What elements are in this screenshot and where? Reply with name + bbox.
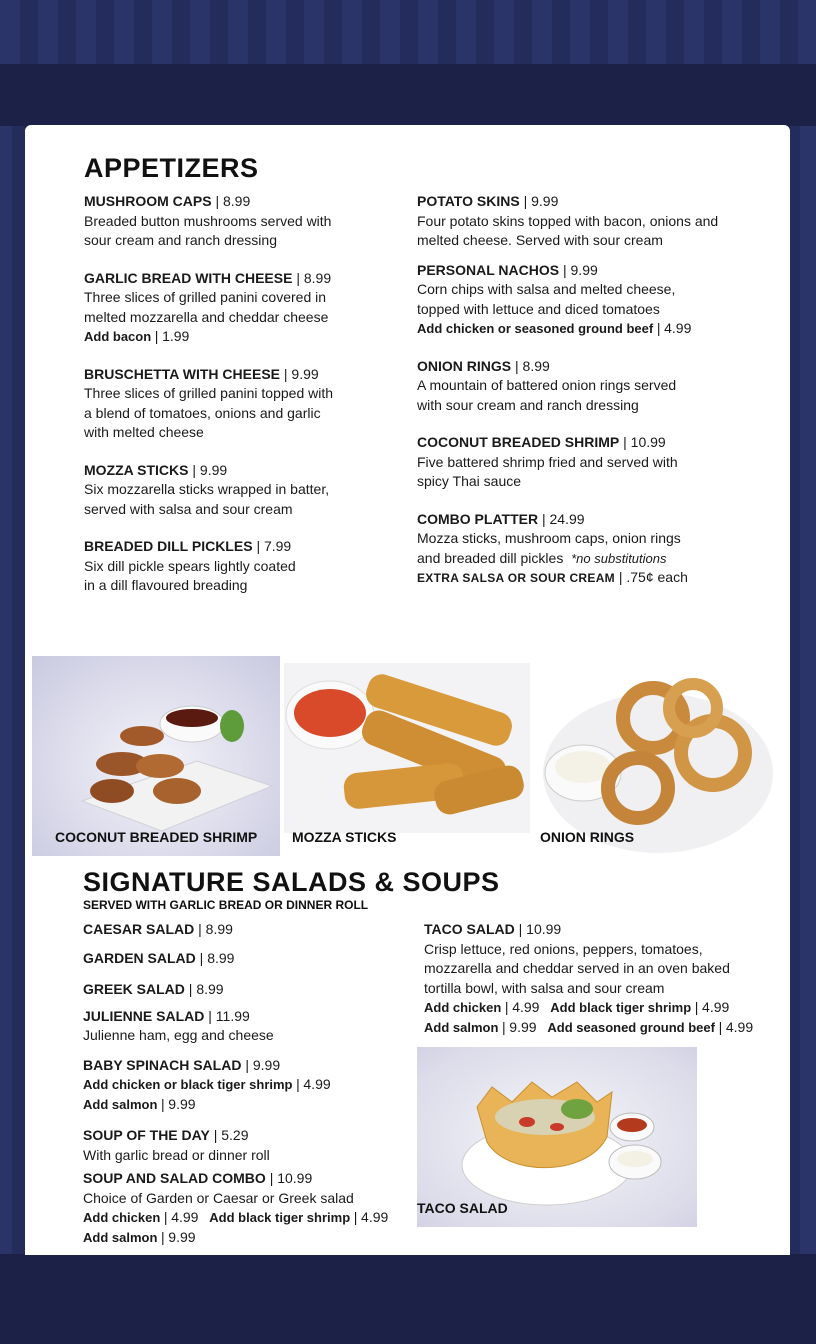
item-desc: Breaded button mushrooms served with [84, 212, 332, 229]
item-desc: served with salsa and sour cream [84, 500, 293, 517]
menu-item: BREADED DILL PICKLES | 7.99 Six dill pickle spears lightly coated in a dill flavoured breading [84, 537, 384, 596]
salads-right-column [424, 920, 774, 1037]
item-desc: spicy Thai sauce [417, 473, 522, 489]
footer-band [0, 1254, 816, 1344]
left-border [0, 126, 25, 1254]
item-desc: Four potato skins topped with bacon, onions and [417, 212, 719, 229]
item-addon: Add chicken | 4.99 Add black tiger shrimp | 4.99 [83, 1209, 389, 1225]
header-stripes [0, 0, 816, 64]
item-price: 10.99 [630, 434, 666, 450]
menu-item: MUSHROOM CAPS | 8.99 Breaded button mushrooms served with sour cream and ranch dressing [84, 192, 384, 251]
item-name: BRUSCHETTA WITH CHEESE [84, 365, 280, 382]
item-desc: a blend of tomatoes, onions and garlic [84, 404, 321, 421]
item-name: ONION RINGS [417, 357, 512, 374]
menu-item: POTATO SKINS | 9.99 Four potato skins topped with bacon, onions and melted cheese. Served with sour cream [417, 192, 757, 251]
item-name: MOZZA STICKS [84, 461, 189, 478]
item-desc: Three slices of grilled panini topped with [84, 385, 334, 401]
menu-item: SOUP OF THE DAY | 5.29 With garlic bread or dinner roll [83, 1127, 270, 1163]
item-desc: melted cheese. Served with sour cream [417, 232, 663, 248]
menu-item: GARDEN SALAD | 8.99 [83, 949, 235, 966]
item-price: 9.99 [291, 365, 319, 382]
item-desc: Three slices of grilled panini covered in [84, 289, 327, 305]
menu-item: GARLIC BREAD WITH CHEESE | 8.99 Three slices of grilled panini covered in melted mozzarella and cheddar cheese Add bacon | 1.99 [84, 269, 384, 347]
item-name: MUSHROOM CAPS [84, 193, 212, 209]
item-price: 8.99 [522, 357, 550, 374]
item-desc: Six dill pickle spears lightly coated [84, 557, 296, 574]
item-addon: Add salmon | 9.99 Add seasoned ground beef | 4.99 [424, 1018, 754, 1035]
item-name: PERSONAL NACHOS [417, 261, 560, 278]
item-price: 8.99 [222, 193, 251, 209]
menu-item: ONION RINGS | 8.99 A mountain of battered onion rings served with sour cream and ranch dressing [417, 357, 757, 416]
item-desc: Corn chips with salsa and melted cheese, [417, 281, 676, 297]
item-desc: sour cream and ranch dressing [84, 232, 277, 248]
item-price: 24.99 [549, 510, 585, 527]
item-price: 9.99 [199, 461, 228, 478]
item-desc: Five battered shrimp fried and served with [417, 453, 678, 470]
item-desc: with melted cheese [84, 424, 204, 440]
item-addon: Add chicken or black tiger shrimp | 4.99 [83, 1076, 331, 1092]
menu-item: JULIENNE SALAD | 11.99 Julienne ham, egg and cheese [83, 1007, 274, 1043]
mozza-sticks-photo [284, 663, 530, 833]
item-desc: in a dill flavoured breading [84, 577, 248, 593]
item-name: POTATO SKINS [417, 193, 520, 209]
menu-item: SOUP AND SALAD COMBO | 10.99 Choice of Garden or Caesar or Greek salad Add chicken | 4.99 Add black tiger shrimp | 4.99 Add salmon | 9.99 [83, 1169, 403, 1247]
menu-item: GREEK SALAD | 8.99 [83, 981, 224, 997]
menu-item: COMBO PLATTER | 24.99 Mozza sticks, mushroom caps, onion rings and breaded dill pickles *no substitutions EXTRA SALSA OR SOUR CREAM | .75¢ each [417, 510, 757, 589]
item-addon: Add salmon | 9.99 [83, 1228, 196, 1245]
appetizers-left-column [84, 192, 384, 614]
appetizers-title: APPETIZERS [84, 153, 259, 183]
menu-item: TACO SALAD | 10.99 Crisp lettuce, red onions, peppers, tomatoes, mozzarella and cheddar served in an oven baked tortilla bowl, with salsa and sour cream Add chicken | 4.99 Add black tiger shrimp | 4.99 Add salmon | 9.99 Add seasoned ground beef | 4.99 [424, 920, 774, 1037]
item-addon: Add salmon | 9.99 [83, 1095, 196, 1112]
item-desc: Six mozzarella sticks wrapped in batter, [84, 481, 330, 497]
onion-photo-label: ONION RINGS [540, 829, 635, 845]
item-addon: Add chicken | 4.99 Add black tiger shrimp | 4.99 [424, 999, 730, 1015]
salads-subtitle: SERVED WITH GARLIC BREAD OR DINNER ROLL [83, 898, 369, 912]
item-desc: and breaded dill pickles *no substitutions [417, 549, 667, 566]
menu-item: CAESAR SALAD | 8.99 [83, 921, 233, 937]
menu-item: MOZZA STICKS | 9.99 Six mozzarella sticks wrapped in batter, served with salsa and sour cream [84, 461, 384, 520]
appetizers-right-column [417, 192, 757, 607]
menu-item: PERSONAL NACHOS | 9.99 Corn chips with salsa and melted cheese, topped with lettuce and diced tomatoes Add chicken or seasoned ground beef | 4.99 [417, 261, 757, 339]
item-desc: melted mozzarella and cheddar cheese [84, 308, 329, 325]
item-note: *no substitutions [571, 550, 667, 566]
mozza-photo-label: MOZZA STICKS [292, 829, 397, 845]
taco-photo-label: TACO SALAD [417, 1200, 508, 1216]
menu-item: COCONUT BREADED SHRIMP | 10.99 Five battered shrimp fried and served with spicy Thai sauce [417, 433, 757, 492]
mozza-sticks-image [284, 663, 530, 833]
item-desc: Mozza sticks, mushroom caps, onion rings [417, 530, 681, 546]
shrimp-photo-label: COCONUT BREADED SHRIMP [55, 829, 258, 845]
item-name: BREADED DILL PICKLES [84, 538, 253, 554]
item-price: 9.99 [531, 193, 559, 209]
salads-left-column [83, 920, 403, 1247]
salads-title: SIGNATURE SALADS & SOUPS [83, 867, 500, 897]
menu-item: BRUSCHETTA WITH CHEESE | 9.99 Three slices of grilled panini topped with a blend of tomatoes, onions and garlic with melted cheese [84, 365, 384, 443]
item-name: GARLIC BREAD WITH CHEESE [84, 269, 293, 286]
right-border [790, 126, 816, 1254]
item-price: 9.99 [570, 261, 598, 278]
item-price: 8.99 [303, 269, 332, 286]
item-addon: Add bacon | 1.99 [84, 328, 190, 344]
item-desc: A mountain of battered onion rings served [417, 377, 677, 393]
item-name: COCONUT BREADED SHRIMP [417, 434, 620, 450]
item-desc: topped with lettuce and diced tomatoes [417, 300, 660, 317]
item-addon: Add chicken or seasoned ground beef | 4.99 [417, 320, 692, 336]
extra-line: EXTRA SALSA OR SOUR CREAM | .75¢ each [417, 569, 688, 585]
item-desc: with sour cream and ranch dressing [417, 396, 639, 413]
menu-item: BABY SPINACH SALAD | 9.99 Add chicken or black tiger shrimp | 4.99 Add salmon | 9.99 [83, 1056, 403, 1115]
header-band [0, 64, 816, 126]
coconut-shrimp-photo [32, 656, 280, 856]
item-price: 7.99 [263, 538, 292, 554]
shrimp-plate-image [32, 656, 280, 856]
item-name: COMBO PLATTER [417, 510, 539, 527]
